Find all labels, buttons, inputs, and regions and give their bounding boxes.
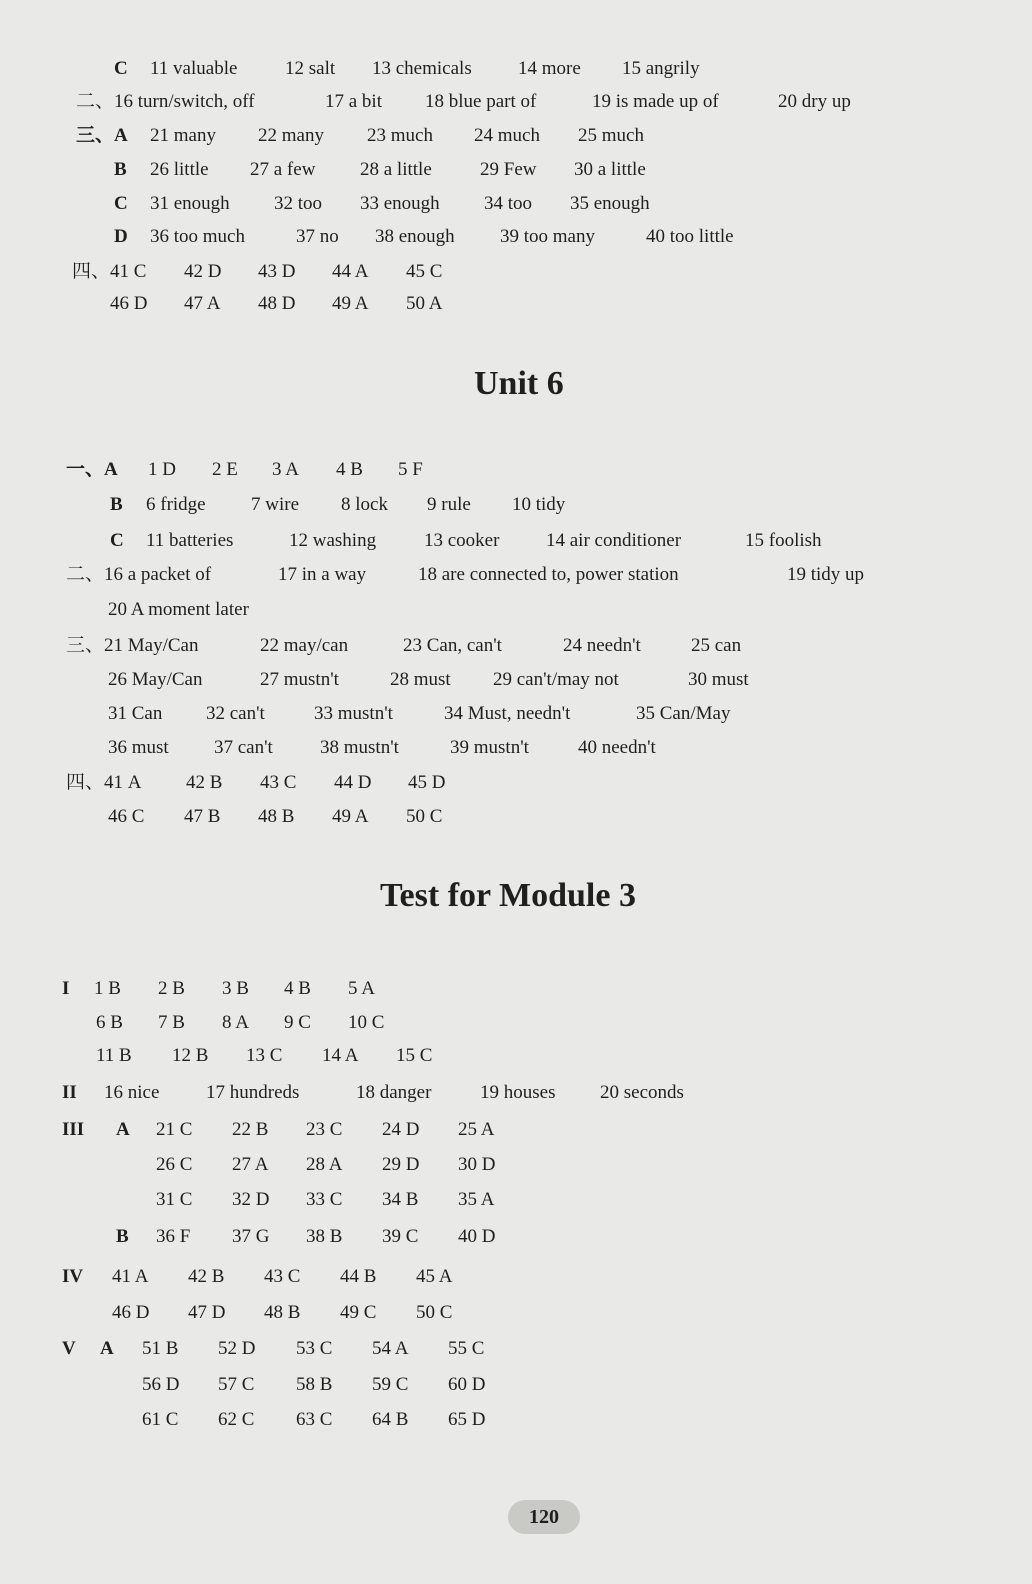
answer-item: 20 seconds [600,1082,684,1103]
answer-item: 33 C [306,1189,343,1210]
answer-item: 26 C [156,1154,193,1175]
answer-item: 41 A [112,1266,149,1287]
answer-item: 30 a little [574,159,646,180]
answer-item: 36 F [156,1226,191,1247]
answer-item: 44 D [334,772,372,793]
answer-item: 43 C [264,1266,301,1287]
answer-item: 59 C [372,1374,409,1395]
section-label: B [116,1226,129,1247]
answer-item: 39 too many [500,226,595,247]
section-label: C [114,193,128,214]
section-label: C [110,530,124,551]
answer-item: 25 much [578,125,644,146]
answer-item: 48 B [264,1302,301,1323]
section-label: I [62,978,70,999]
answer-item: 2 B [158,978,185,999]
answer-item: 60 D [448,1374,486,1395]
answer-item: 39 mustn't [450,737,529,758]
answer-item: 27 a few [250,159,316,180]
answer-item: 46 D [112,1302,150,1323]
section-label: V [62,1338,76,1359]
answer-item: 28 a little [360,159,432,180]
answer-item: 16 nice [104,1082,160,1103]
answer-item: 5 F [398,459,423,480]
answer-item: 19 is made up of [592,91,719,112]
answer-item: 50 C [416,1302,453,1323]
answer-item: 37 G [232,1226,270,1247]
answer-item: 38 mustn't [320,737,399,758]
answer-item: 11 valuable [150,58,238,79]
answer-item: 14 more [518,58,581,79]
answer-item: 48 D [258,293,296,314]
answer-item: 21 many [150,125,216,146]
answer-item: 15 C [396,1045,433,1066]
answer-item: 25 A [458,1119,495,1140]
answer-item: 13 chemicals [372,58,472,79]
answer-item: 44 B [340,1266,377,1287]
answer-item: 7 B [158,1012,185,1033]
answer-item: 37 no [296,226,339,247]
answer-item: 49 C [340,1302,377,1323]
answer-item: 45 A [416,1266,453,1287]
answer-item: 34 Must, needn't [444,703,571,724]
answer-item: 22 many [258,125,324,146]
answer-item: 31 Can [108,703,163,724]
answer-item: 46 C [108,806,145,827]
answer-item: 63 C [296,1409,333,1430]
answer-item: 18 danger [356,1082,432,1103]
answer-item: 47 A [184,293,221,314]
answer-item: 四、41 C [72,261,147,282]
answer-item: 26 May/Can [108,669,203,690]
answer-item: 20 dry up [778,91,851,112]
answer-item: 34 too [484,193,533,214]
answer-item: 51 B [142,1338,179,1359]
answer-item: 37 can't [214,737,273,758]
answer-item: 33 enough [360,193,440,214]
section-label: II [62,1082,77,1103]
answer-item: 30 must [688,669,749,690]
answer-item: 1 D [148,459,176,480]
answer-item: 9 C [284,1012,311,1033]
answer-item: 43 C [260,772,297,793]
answer-item: 四、41 A [66,772,142,793]
answer-item: 38 enough [375,226,455,247]
answer-item: 12 B [172,1045,209,1066]
answer-item: 7 wire [251,494,300,515]
answer-item: 26 little [150,159,209,180]
answer-item: 17 a bit [325,91,382,112]
answer-item: 52 D [218,1338,256,1359]
answer-item: 40 needn't [578,737,656,758]
answer-item: 24 D [382,1119,420,1140]
answer-item: 42 D [184,261,222,282]
test-heading: Test for Module 3 [380,877,636,914]
answer-item: 29 can't/may not [493,669,619,690]
answer-item: 55 C [448,1338,485,1359]
answer-item: 6 B [96,1012,123,1033]
answer-item: 5 A [348,978,375,999]
section-label: C [114,58,128,79]
answer-item: 42 B [188,1266,225,1287]
answer-item: 33 mustn't [314,703,393,724]
answer-item: 21 C [156,1119,193,1140]
answer-item: 48 B [258,806,295,827]
answer-item: 43 D [258,261,296,282]
answer-item: 4 B [284,978,311,999]
answer-item: 64 B [372,1409,409,1430]
answer-item: 53 C [296,1338,333,1359]
answer-item: 22 B [232,1119,269,1140]
answer-item: 18 blue part of [425,91,537,112]
answer-item: 32 D [232,1189,270,1210]
answer-item: 18 are connected to, power station [418,564,679,585]
answer-item: 20 A moment later [108,599,249,620]
answer-item: 4 B [336,459,363,480]
answer-item: 27 mustn't [260,669,339,690]
section-label: B [110,494,123,515]
answer-item: 9 rule [427,494,471,515]
answer-item: 47 B [184,806,221,827]
answer-item: 23 much [367,125,433,146]
answer-item: 1 B [94,978,121,999]
answer-item: 32 too [274,193,323,214]
answer-item: 三、21 May/Can [66,635,199,656]
answer-item: 6 fridge [146,494,206,515]
answer-item: 23 Can, can't [403,635,502,656]
answer-item: 29 D [382,1154,420,1175]
section-label: D [114,226,128,247]
answer-item: 38 B [306,1226,343,1247]
answer-item: 42 B [186,772,223,793]
answer-item: 13 C [246,1045,283,1066]
answer-item: 11 batteries [146,530,234,551]
answer-item: 二、16 a packet of [66,564,212,585]
answer-item: 50 C [406,806,443,827]
answer-item: 13 cooker [424,530,500,551]
answer-item: 23 C [306,1119,343,1140]
answer-item: 61 C [142,1409,179,1430]
page-number: 120 [508,1500,580,1534]
answer-item: 3 B [222,978,249,999]
answer-item: 56 D [142,1374,180,1395]
answer-item: 12 washing [289,530,377,551]
answer-item: 35 A [458,1189,495,1210]
answer-item: 36 too much [150,226,245,247]
section-label: IV [62,1266,84,1287]
answer-item: 8 lock [341,494,388,515]
answer-item: 40 D [458,1226,496,1247]
answer-item: 10 tidy [512,494,566,515]
answer-item: 11 B [96,1045,132,1066]
answer-item: 24 much [474,125,540,146]
answer-item: 28 A [306,1154,343,1175]
answer-item: 49 A [332,293,369,314]
answer-item: 8 A [222,1012,249,1033]
answer-item: 30 D [458,1154,496,1175]
section-label: 三、A [76,125,128,146]
answer-item: 62 C [218,1409,255,1430]
answer-item: 31 C [156,1189,193,1210]
answer-item: 47 D [188,1302,226,1323]
answer-item: 50 A [406,293,443,314]
answer-item: 19 houses [480,1082,556,1103]
answer-item: 17 hundreds [206,1082,300,1103]
answer-item: 12 salt [285,58,336,79]
section-label: A [116,1119,130,1140]
answer-item: 29 Few [480,159,537,180]
answer-item: 34 B [382,1189,419,1210]
section-label: 一、A [66,459,118,480]
answer-item: 35 enough [570,193,650,214]
answer-item: 45 C [406,261,443,282]
answer-item: 10 C [348,1012,385,1033]
answer-item: 45 D [408,772,446,793]
answer-item: 49 A [332,806,369,827]
answer-item: 17 in a way [278,564,367,585]
answer-item: 22 may/can [260,635,349,656]
answer-item: 46 D [110,293,148,314]
answer-item: 35 Can/May [636,703,731,724]
answer-item: 54 A [372,1338,409,1359]
answer-item: 15 angrily [622,58,700,79]
answer-item: 25 can [691,635,742,656]
answer-item: 65 D [448,1409,486,1430]
section-label: B [114,159,127,180]
unit-heading: Unit 6 [474,365,564,402]
answer-item: 14 air conditioner [546,530,682,551]
answer-item: 39 C [382,1226,419,1247]
answer-item: 19 tidy up [787,564,865,585]
answer-item: 31 enough [150,193,230,214]
answer-item: 32 can't [206,703,265,724]
answer-item: 15 foolish [745,530,822,551]
answer-item: 3 A [272,459,299,480]
answer-item: 28 must [390,669,451,690]
answer-item: 27 A [232,1154,269,1175]
answer-item: 二、16 turn/switch, off [76,91,255,112]
section-label: III [62,1119,85,1140]
answer-item: 58 B [296,1374,333,1395]
answer-item: 44 A [332,261,369,282]
answer-item: 14 A [322,1045,359,1066]
answer-item: 40 too little [646,226,734,247]
answer-item: 57 C [218,1374,255,1395]
answer-item: 2 E [212,459,238,480]
answer-item: 24 needn't [563,635,641,656]
section-label: A [100,1338,114,1359]
answer-item: 36 must [108,737,169,758]
